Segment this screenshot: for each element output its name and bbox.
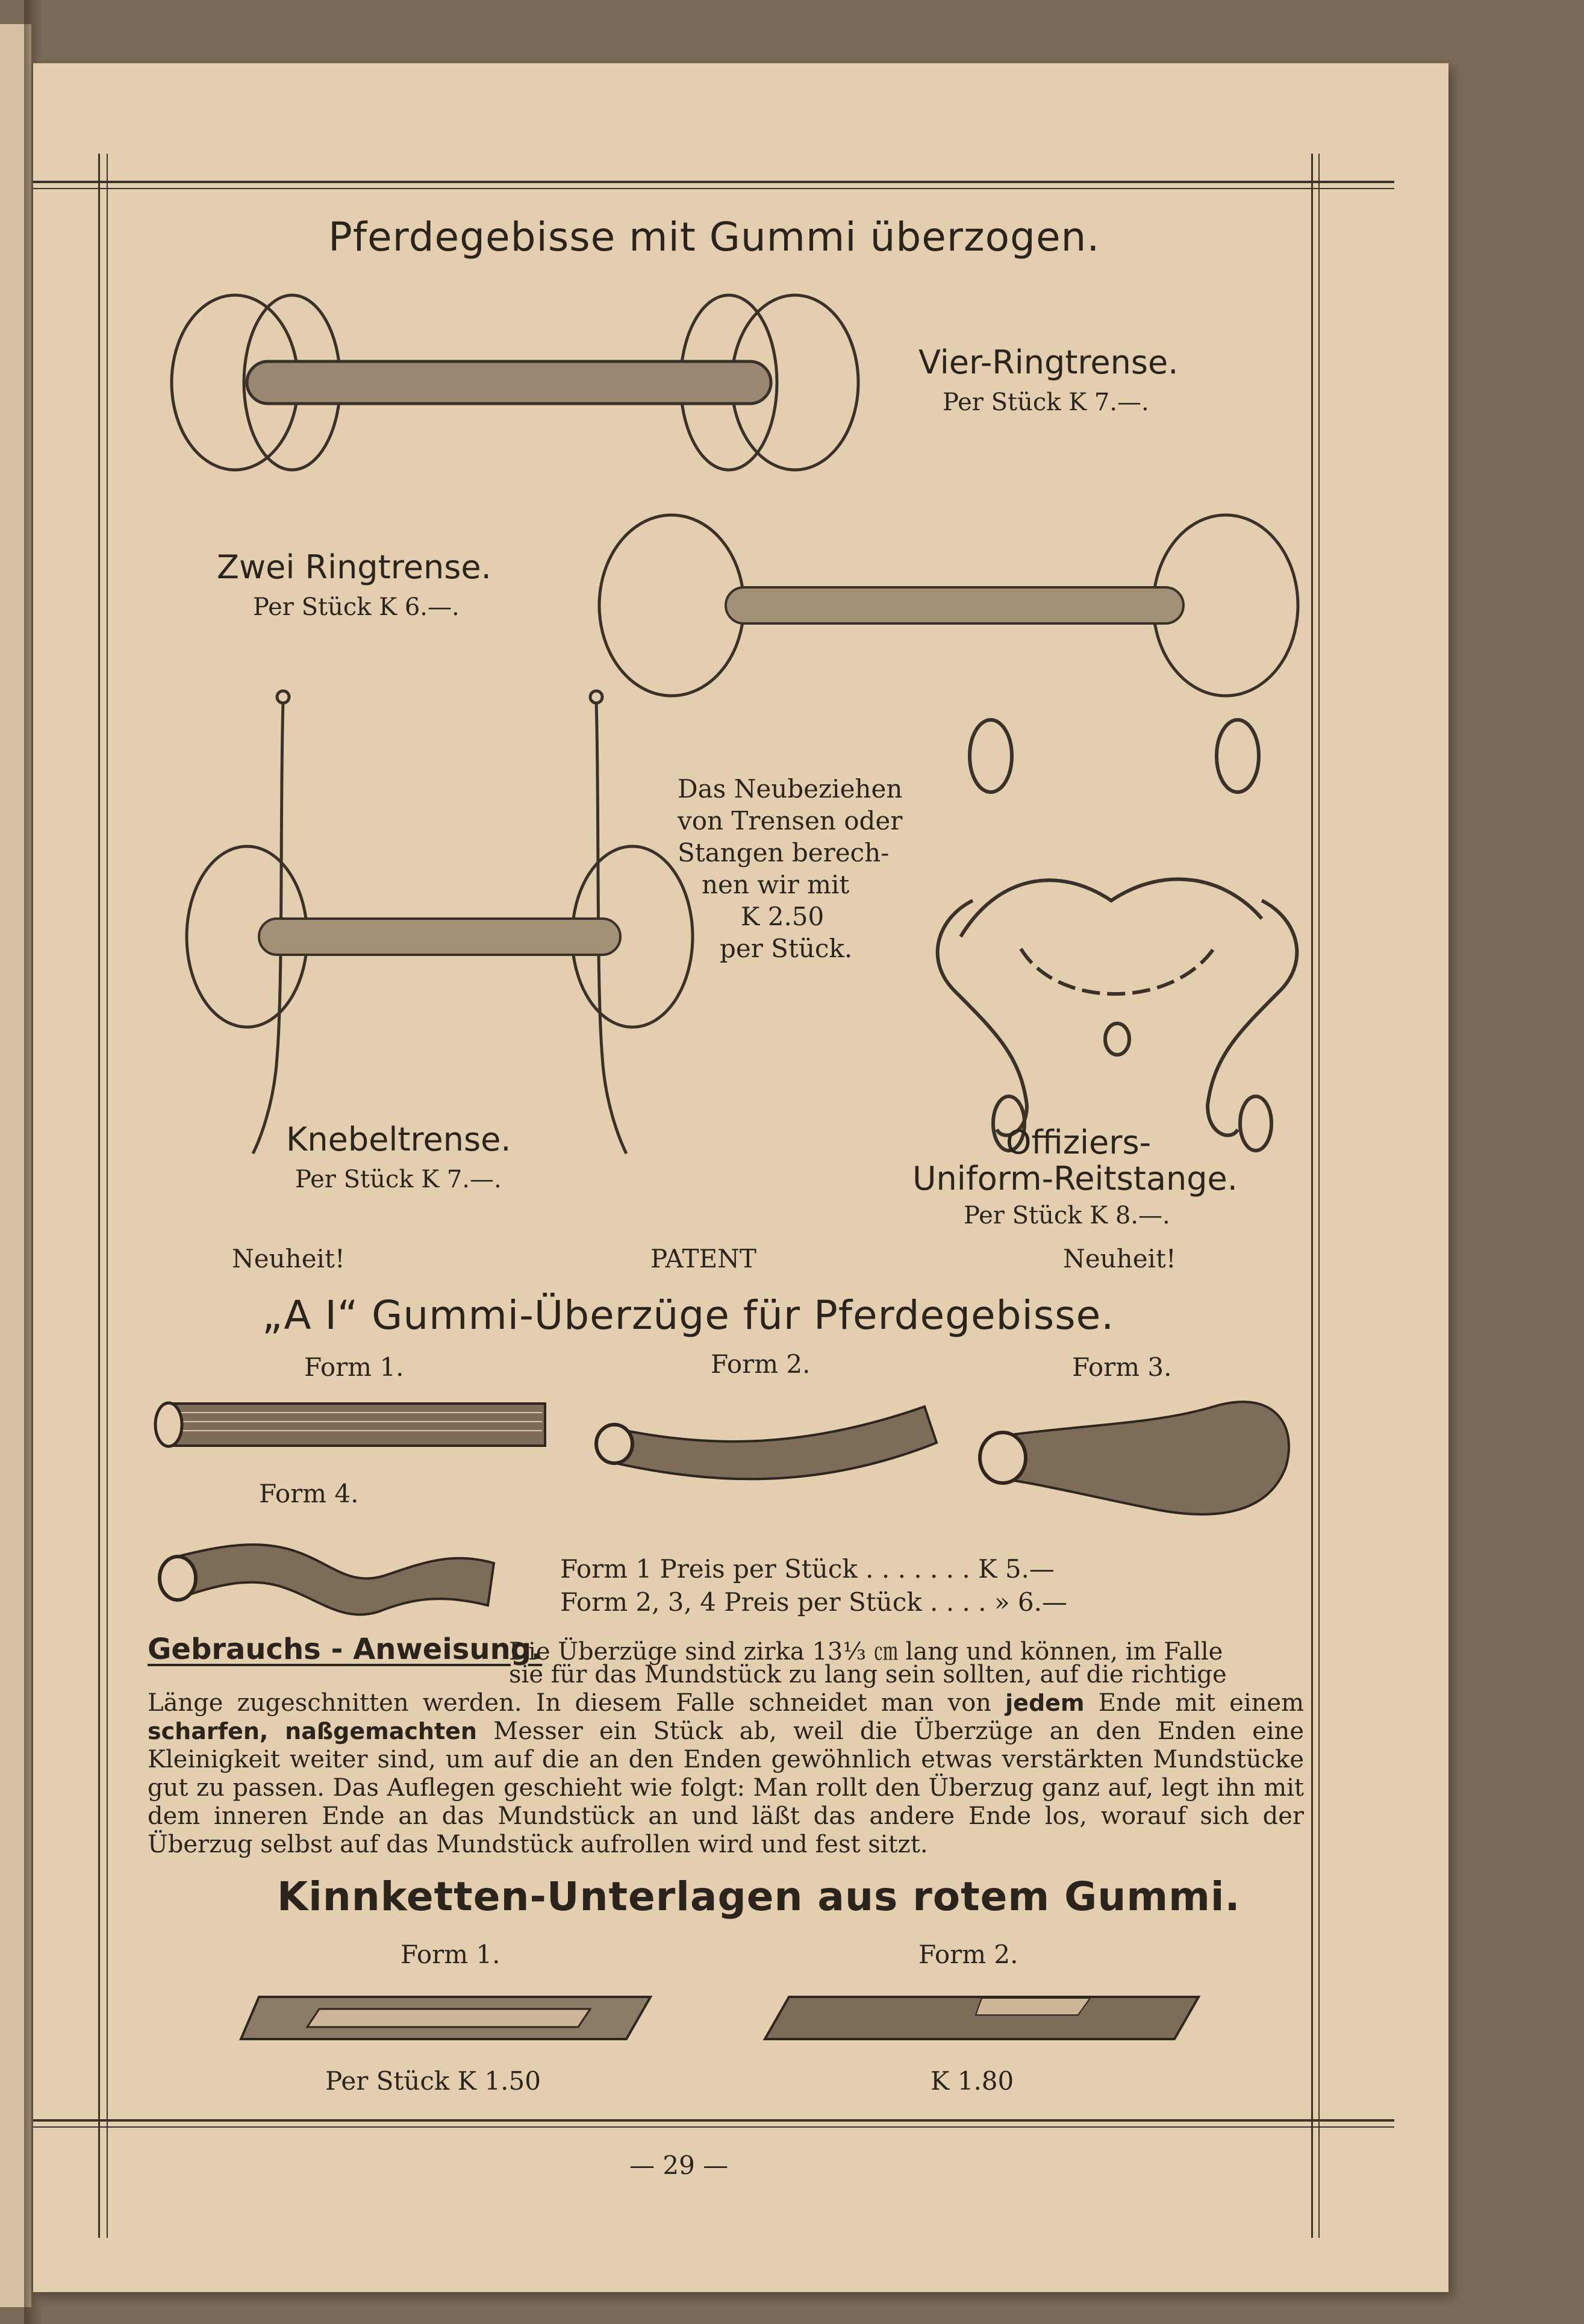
chin-price-1: Per Stück K 1.50 <box>325 2066 541 2096</box>
reitstange-illustration <box>900 720 1310 1178</box>
instructions-text-2: Ende mit einem <box>1084 1689 1305 1717</box>
form-3-illustration <box>961 1388 1298 1533</box>
vier-ringtrense-name: Vier-Ringtrense. <box>918 343 1179 381</box>
frame-right-rule-thin <box>1318 154 1320 2238</box>
instructions-heading: Gebrauchs - Anweisung. <box>148 1632 543 1666</box>
form-3-label: Form 3. <box>1072 1352 1172 1382</box>
reitstange-price: Per Stück K 8.—. <box>964 1202 1170 1229</box>
form-1-illustration <box>151 1395 548 1455</box>
frame-top-rule-thin <box>33 188 1394 189</box>
zwei-ringtrense-illustration <box>593 503 1304 702</box>
form-4-label: Form 4. <box>259 1479 359 1508</box>
vier-ringtrense-illustration <box>163 286 873 485</box>
knebeltrense-name: Knebeltrense. <box>286 1120 511 1158</box>
instructions-body <box>148 1689 1304 1859</box>
form-1-label: Form 1. <box>304 1352 404 1382</box>
zwei-ringtrense-price: Per Stück K 6.—. <box>253 593 460 621</box>
page-title: Pferdegebisse mit Gummi überzogen. <box>328 214 1100 260</box>
frame-right-rule <box>1311 154 1313 2238</box>
page-number: — 29 — <box>629 2151 729 2180</box>
frame-left-rule-thin <box>107 154 108 2238</box>
chin-form-1-illustration <box>235 1985 669 2051</box>
frame-left-rule <box>98 154 100 2238</box>
instructions-bold-2: scharfen, naßgemachten <box>148 1718 477 1745</box>
vier-ringtrense-price: Per Stück K 7.—. <box>943 389 1149 416</box>
instructions-text-3: Messer ein Stück ab, weil die Überzüge an den Enden eine Kleinigkeit weiter sind, um auf die an den Enden gewöhnlich etwas verstärkten Mundstücke gut zu passen. Das Auflegen geschieht wie folgt: Man rollt den Überzug ganz auf, legt ihn mit dem inneren Ende an das Mundstück an und läßt das andere Ende los, worauf sich der Überzug selbst auf das Mundstück aufrollen wird und fest sitzt. <box>148 1717 1304 1858</box>
note-line-2: von Trensen oder <box>678 806 903 836</box>
reitstange-name-line1: Offiziers- <box>1006 1123 1152 1161</box>
note-line-6: per Stück. <box>720 934 853 963</box>
frame-bottom-rule-thin <box>33 2126 1394 2128</box>
note-line-3: Stangen berech- <box>678 838 890 867</box>
price-line-1: Form 1 Preis per Stück . . . . . . . K 5.— <box>560 1554 1055 1584</box>
instructions-text-1: Länge zugeschnitten werden. In diesem Falle schneidet man von <box>148 1689 1006 1717</box>
instructions-bold-1: jedem <box>1005 1690 1085 1716</box>
chin-form-2-illustration <box>753 1985 1211 2051</box>
form-2-label: Form 2. <box>711 1349 811 1379</box>
instructions-line-1: Die Überzüge sind zirka 13⅓ ㎝ lang und können, im Falle <box>509 1638 1223 1666</box>
note-line-4: nen wir mit <box>702 870 850 899</box>
form-4-illustration <box>151 1527 512 1623</box>
zwei-ringtrense-name: Zwei Ringtrense. <box>217 548 491 586</box>
ad-neuheit-right: Neuheit! <box>1063 1244 1176 1273</box>
frame-bottom-rule <box>33 2119 1394 2122</box>
catalog-page <box>33 63 1448 2292</box>
form-2-illustration <box>587 1395 961 1497</box>
instructions-line-2: sie für das Mundstück zu lang sein sollten, auf die richtige <box>509 1661 1227 1688</box>
knebeltrense-price: Per Stück K 7.—. <box>295 1166 502 1193</box>
reitstange-name-line2: Uniform-Reitstange. <box>912 1160 1238 1198</box>
chin-title: Kinnketten-Unterlagen aus rotem Gummi. <box>277 1873 1241 1920</box>
frame-top-rule <box>33 181 1394 183</box>
knebeltrense-illustration <box>163 684 705 1178</box>
price-line-2: Form 2, 3, 4 Preis per Stück . . . . » 6.— <box>560 1587 1067 1617</box>
chin-form-2-label: Form 2. <box>918 1940 1018 1969</box>
note-line-1: Das Neubeziehen <box>678 774 903 804</box>
chin-form-1-label: Form 1. <box>401 1940 500 1969</box>
note-price: K 2.50 <box>741 902 825 931</box>
chin-price-2: K 1.80 <box>931 2066 1014 2096</box>
ad-patent: PATENT <box>650 1244 756 1273</box>
ad-neuheit-left: Neuheit! <box>232 1244 345 1273</box>
ad-title: „A I“ Gummi-Überzüge für Pferdegebisse. <box>262 1292 1115 1338</box>
